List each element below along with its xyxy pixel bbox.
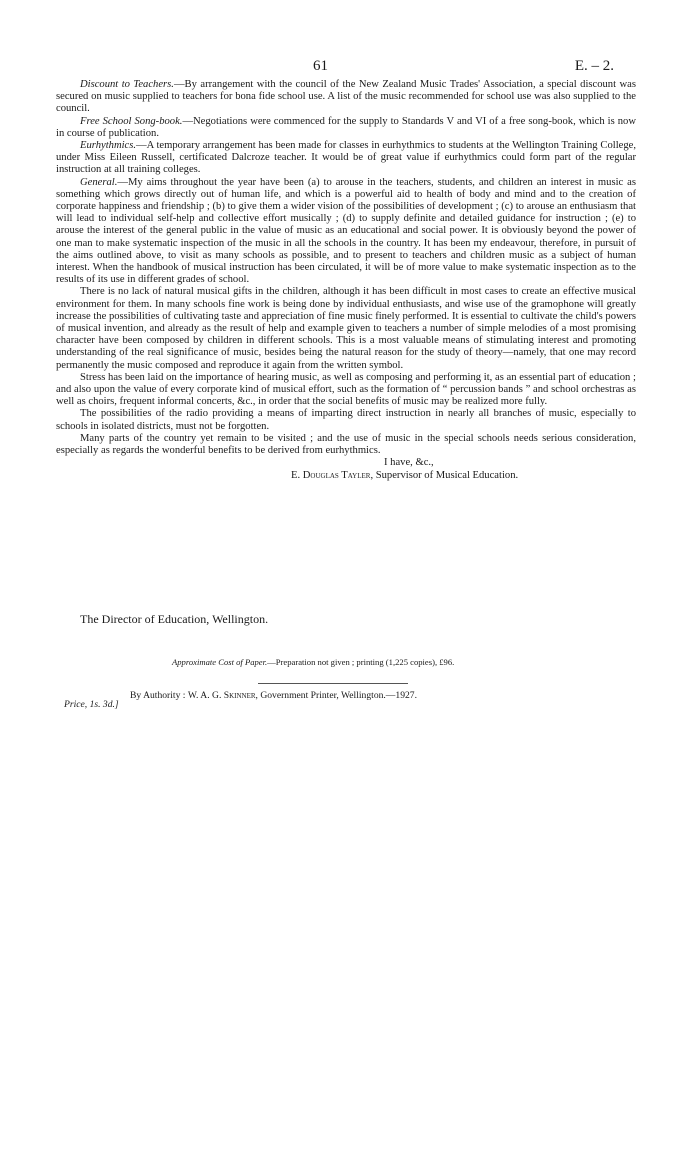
paragraph-musical-gifts xyxy=(56,286,636,371)
paragraph-heading: General. xyxy=(80,176,118,188)
paragraph-text: Many parts of the country yet remain to be visited ; and the use of music in the special schools needs serious consideration, especially as regards the wonderful benefits to be derived from eurhythmics. xyxy=(56,432,636,457)
signature-block xyxy=(56,470,636,482)
page-header xyxy=(0,58,700,78)
authority-rest: , Government Printer, Wellington.—1927. xyxy=(255,690,417,701)
signature-closing: I have, &c., xyxy=(384,457,434,469)
page-number: 61 xyxy=(313,58,328,74)
cost-label: Approximate Cost of Paper. xyxy=(172,657,268,667)
paragraph-heading: Free School Song-book. xyxy=(80,115,183,127)
printer-name: W. A. G. Skinner xyxy=(187,690,256,701)
paragraph-song-book xyxy=(56,116,636,140)
footer-divider xyxy=(258,683,408,684)
paragraph-heading: Discount to Teachers. xyxy=(80,79,174,90)
authority-label: By Authority : xyxy=(130,690,188,701)
paragraph-discount xyxy=(56,79,636,116)
signatory-title: , Supervisor of Musical Education. xyxy=(370,469,519,481)
paragraph-eurhythmics xyxy=(56,140,636,177)
paragraph-text: —Negotiations were commenced for the supply to Standards V and VI of a free song-book, which is now in course of publication. xyxy=(56,115,636,139)
paragraph-text: —By arrangement with the council of the New Zealand Music Trades' Association, a special discount was secured on music supplied to teachers for bona fide school use. A list of the music recommended for school use was also supplied to the council. xyxy=(56,79,636,115)
paragraph-text: —My aims throughout the year have been (a) to arouse in the teachers, students, and children an interest in music as something which grows directly out of human life, and which is a powerful aid to health of body and mind and to the creation of corporate happiness and friendship ; (b) to give them a wider vision of the possibilities of development ; (c) to arouse an enthusiasm that will lead to individual self-help and collective effort musically ; (d) to supply definite and detailed guidance for instruction ; (e) to arouse the interest of the general public in the value of music as an educational and social power. It is obviously beyond the power of one man to make systematic inspection of the music in all the schools in the country. It has been my endeavour, therefore, in pursuit of the aims outlined above, to visit as many schools as possible, and to present to teachers and children music as a subject of human interest. When the handbook of musical instruction has been circulated, it will be of more value to make systematic inspection as to the results of its use in different grades of school. xyxy=(56,176,636,286)
addressee: The Director of Education, Wellington. xyxy=(80,612,269,626)
printer-imprint xyxy=(130,690,417,701)
document-reference: E. – 2. xyxy=(574,58,614,74)
paragraph-heading: Eurhythmics. xyxy=(80,140,137,152)
cost-text: —Preparation not given ; printing (1,225 copies), £96. xyxy=(267,657,455,667)
paragraph-text: Stress has been laid on the importance of hearing music, as well as composing and performing it, as an essential part of education ; and also upon the value of every corporate kind of musical effort, such as the formation of “ percussion bands ” and school orchestras as well as choirs, frequent informal concerts, &c., in order that the social benefits of music may be realized more fully. xyxy=(56,371,636,408)
paragraph-text: —A temporary arrangement has been made for classes in eurhythmics to students at the Wellington Training College, under Miss Eileen Russell, certificated Dalcroze teacher. It would be of great value if eurhythmics could form part of the regular instruction at all training colleges. xyxy=(56,140,636,176)
cost-of-paper-note xyxy=(172,657,454,667)
paragraph-radio xyxy=(56,408,636,432)
paragraph-special-schools xyxy=(56,433,636,457)
signatory-name: E. Douglas Tayler xyxy=(291,469,371,481)
paragraph-text: The possibilities of the radio providing a means of imparting direct instruction in nearly all branches of music, especially to schools in isolated districts, must not be forgotten. xyxy=(56,408,636,432)
price-note: Price, 1s. 3d.] xyxy=(64,699,119,710)
report-body xyxy=(56,79,636,482)
paragraph-general xyxy=(56,177,636,287)
paragraph-text: There is no lack of natural musical gifts in the children, although it has been difficult in most cases to create an effective musical environment for them. In many schools fine work is being done by individual enthusiasts, and wise use of the gramophone will greatly increase the possibilities of cultivating taste and appreciation of fine music finely performed. It is essential to cultivate the child's powers of musical invention, and already as the result of help and example given to teachers a number of simple melodies of a most promising character have been composed by children in different schools. This is a most valuable means of stimulating interest and promoting understanding of the real significance of music, besides being the natural reason for the study of theory—namely, that one may record permanently the music composed and reproduce it again from the written symbol. xyxy=(56,286,636,371)
paragraph-hearing-music xyxy=(56,372,636,409)
